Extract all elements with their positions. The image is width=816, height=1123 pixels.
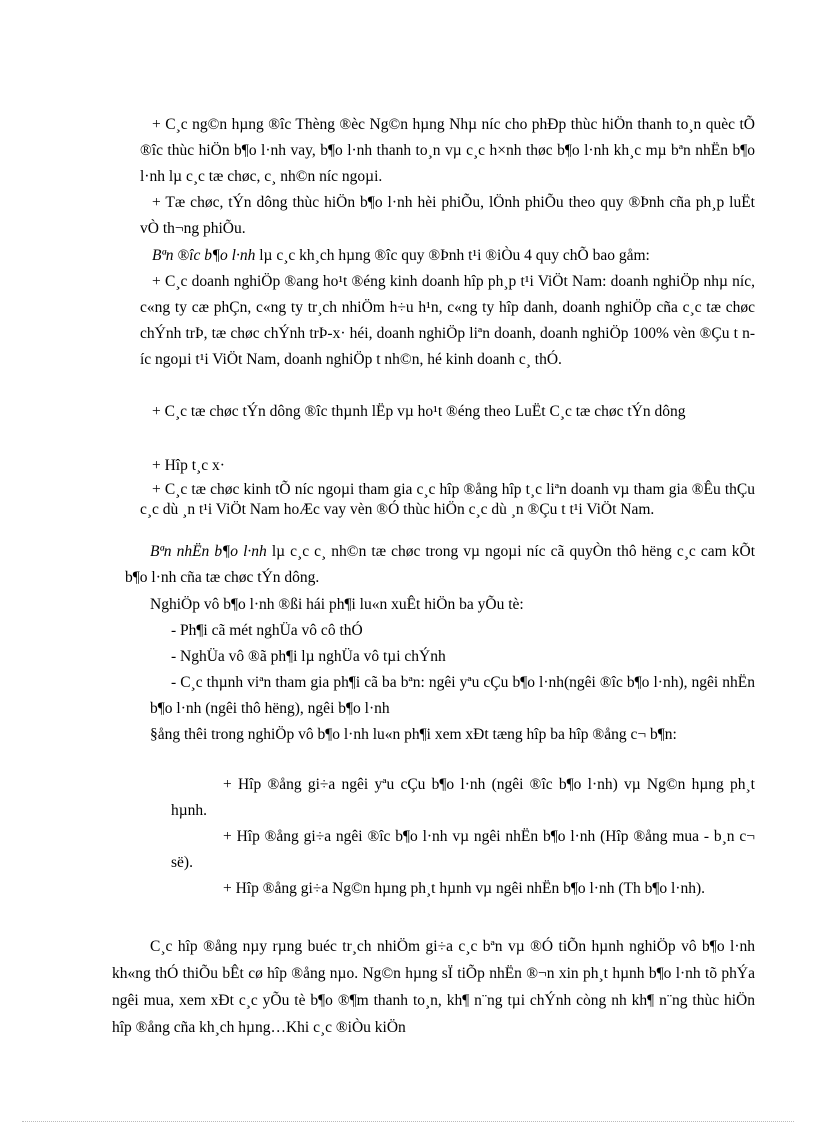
paragraph-17 [112, 933, 755, 1041]
paragraph-text: §ång thêi trong nghiÖp vô b¶o l·nh lu«n ph¶i xem xÐt tæng hîp ba hîp ®ång c¬ b¶n: [150, 726, 677, 743]
paragraph-text: + C¸c ng©n hµng ®îc Thèng ®èc Ng©n hµng Nhµ níc cho phÐp thùc hiÖn thanh to¸n quèc tÕ ®îc thùc hiÖn b¶o l·nh vay, b¶o l·nh thanh to¸n vµ c¸c h×nh thøc b¶o l·nh kh¸c mµ bªn nhËn b¶o l·nh lµ c¸c tæ chøc, c¸ nh©n níc ngoµi. [140, 116, 755, 185]
paragraph-9 [150, 592, 755, 618]
paragraph-text: + C¸c tæ chøc tÝn dông ®îc thµnh lËp vµ ho¹t ®éng theo LuËt C¸c tæ chøc tÝn dông [152, 403, 686, 420]
paragraph-text: + C¸c tæ chøc kinh tÕ níc ngoµi tham gia c¸c hîp ®ång hîp t¸c liªn doanh vµ tham gia ®Êu thÇu c¸c dù ¸n t¹i ViÖt Nam hoÆc vay vèn ®Ó thùc hiÖn c¸c dù ¸n ®Çu t t¹i ViÖt Nam. [140, 481, 755, 518]
paragraph-7 [140, 480, 755, 520]
paragraph-2 [140, 190, 755, 242]
paragraph-3 [140, 243, 755, 269]
paragraph-10 [171, 618, 755, 644]
paragraph-lead-italic: Bªn ®îc b¶o l·nh [152, 247, 256, 264]
page-bottom-divider [22, 1121, 794, 1122]
paragraph-text: - Ph¶i cã mét nghÜa vô cô thÓ [171, 622, 363, 639]
paragraph-text: - NghÜa vô ®ã ph¶i lµ nghÜa vô tµi chÝnh [171, 648, 446, 665]
paragraph-12 [150, 670, 755, 722]
paragraph-text: NghiÖp vô b¶o l·nh ®ßi hái ph¶i lu«n xuÊt hiÖn ba yÕu tè: [150, 596, 524, 613]
paragraph-text: + C¸c doanh nghiÖp ®ang ho¹t ®éng kinh doanh hîp ph¸p t¹i ViÖt Nam: doanh nghiÖp nhµ níc, c«ng ty cæ phÇn, c«ng ty tr¸ch nhiÖm h÷u h¹n, c«ng ty hîp danh, doanh nghiÖp cña c¸c tæ chøc chÝnh trÞ, tæ chøc chÝnh trÞ-x· héi, doanh nghiÖp liªn doanh, doanh nghiÖp 100% vèn ®Çu t níc ngoµi t¹i ViÖt Nam, doanh nghiÖp t nh©n, hé kinh doanh c¸ thÓ. [140, 273, 755, 368]
paragraph-text: + Hîp ®ång gi÷a ngêi yªu cÇu b¶o l·nh (ngêi ®îc b¶o l·nh) vµ Ng©n hµng ph¸t hµnh. [171, 776, 755, 819]
paragraph-1 [140, 112, 755, 190]
paragraph-text: + Hîp ®ång gi÷a Ng©n hµng ph¸t hµnh vµ ngêi nhËn b¶o l·nh (Th b¶o l·nh). [223, 880, 705, 897]
paragraph-5 [140, 399, 755, 425]
paragraph-text: + Hîp t¸c x· [152, 457, 225, 474]
paragraph-lead-italic: Bªn nhËn b¶o l·nh [150, 543, 267, 560]
paragraph-8 [125, 539, 755, 591]
paragraph-text: + Hîp ®ång gi÷a ngêi ®îc b¶o l·nh vµ ngêi nhËn b¶o l·nh (Hîp ®ång mua - b¸n c¬ së). [171, 828, 755, 871]
paragraph-11 [171, 644, 755, 670]
paragraph-15 [171, 824, 755, 876]
paragraph-text: lµ c¸c c¸ nh©n tæ chøc trong vµ ngoµi níc cã quyÒn thô hëng c¸c cam kÕt b¶o l·nh cña tæ chøc tÝn dông. [125, 543, 756, 586]
paragraph-13 [112, 722, 755, 748]
paragraph-text: lµ c¸c kh¸ch hµng ®îc quy ®Þnh t¹i ®iÒu 4 quy chÕ bao gåm: [255, 247, 650, 264]
paragraph-4 [140, 269, 755, 373]
paragraph-14 [171, 772, 755, 824]
paragraph-text: + Tæ chøc, tÝn dông thùc hiÖn b¶o l·nh hèi phiÕu, lÖnh phiÕu theo quy ®Þnh cña ph¸p luËt vÒ th¬ng phiÕu. [140, 194, 755, 237]
paragraph-6 [140, 453, 755, 479]
paragraph-text: - C¸c thµnh viªn tham gia ph¶i cã ba bªn: ngêi yªu cÇu b¶o l·nh(ngêi ®îc b¶o l·nh), ngêi nhËn b¶o l·nh (ngêi thô hëng), ngêi b¶o l·nh [150, 674, 755, 717]
paragraph-16 [171, 876, 755, 902]
paragraph-text: C¸c hîp ®ång nµy rµng buéc tr¸ch nhiÖm gi÷a c¸c bªn vµ ®Ó tiÕn hµnh nghiÖp vô b¶o l·nh kh«ng thÓ thiÕu bÊt cø hîp ®ång nµo. Ng©n hµng sÏ tiÕp nhËn ®¬n xin ph¸t hµnh b¶o l·nh tõ phÝa ngêi mua, xem xÐt c¸c yÕu tè b¶o ®¶m thanh to¸n, kh¶ n¨ng tµi chÝnh còng nh kh¶ n¨ng thùc hiÖn hîp ®ång cña kh¸ch hµng…Khi c¸c ®iÒu kiÖn [112, 938, 755, 1036]
